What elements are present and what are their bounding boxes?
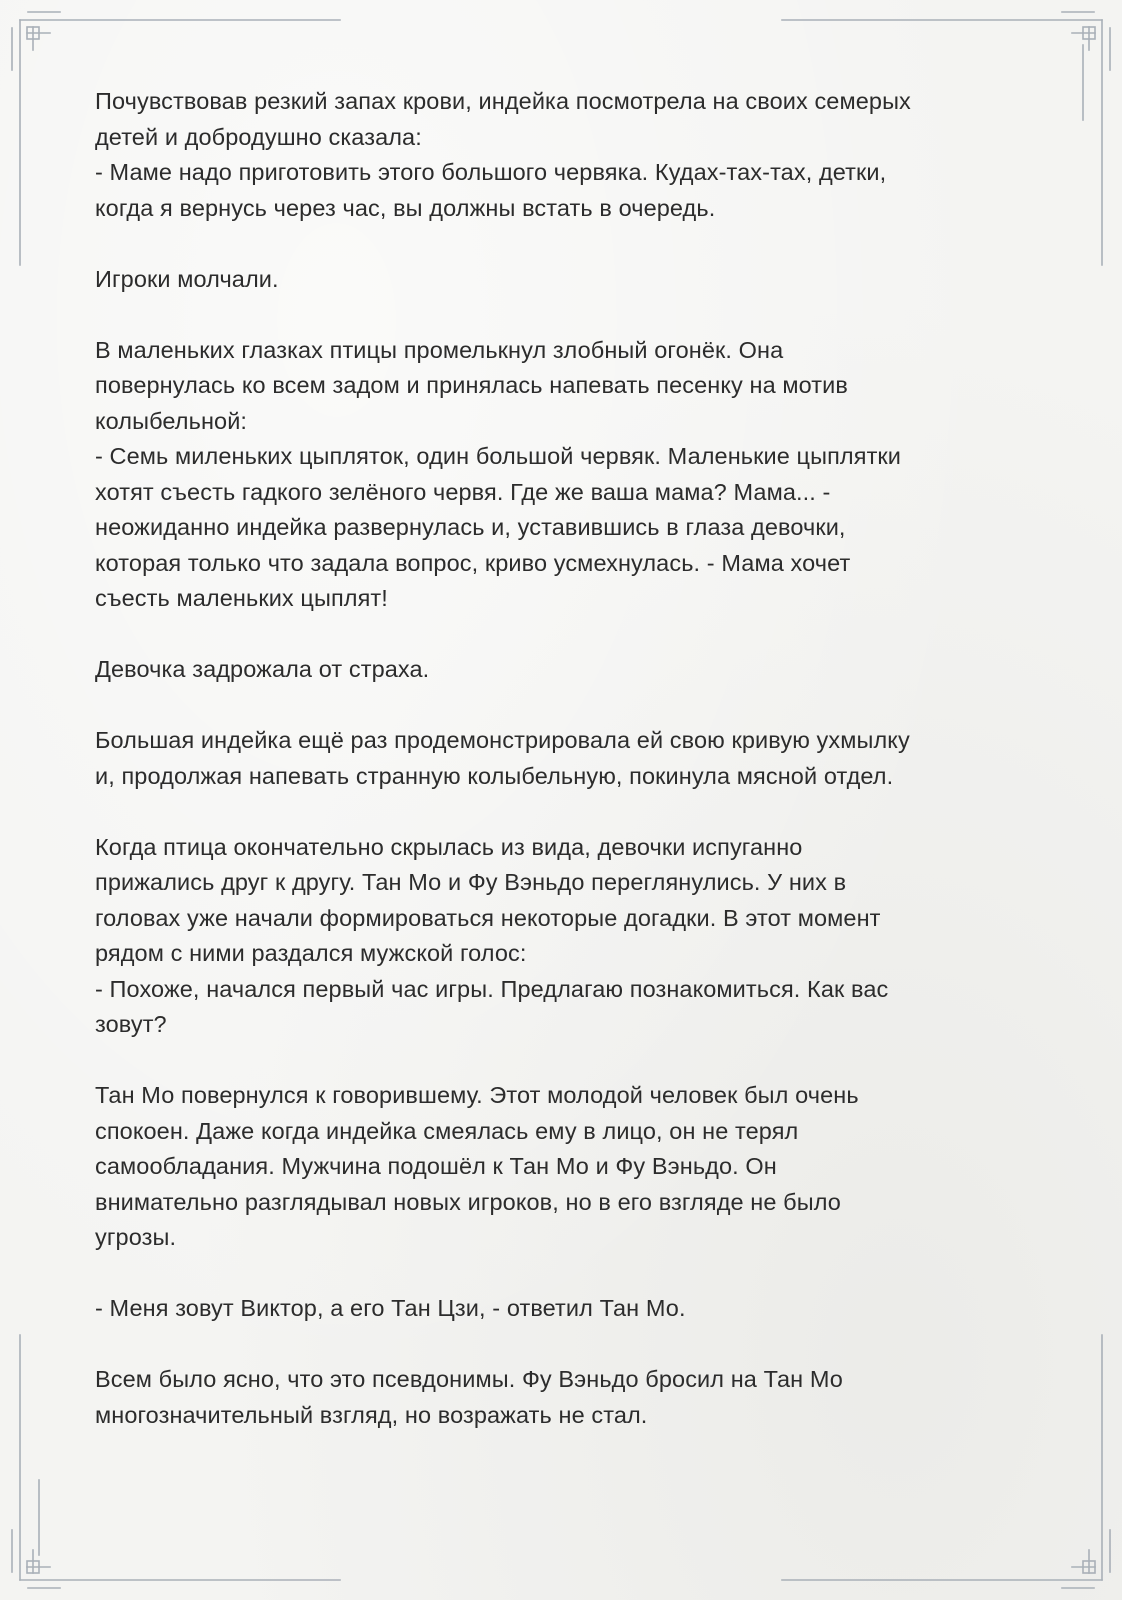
text-line: Почувствовав резкий запах крови, индейка посмотрела на своих семерых: [95, 88, 911, 114]
text-line: повернулась ко всем задом и принялась напевать песенку на мотив: [95, 372, 848, 398]
text-line: Игроки молчали.: [95, 265, 279, 292]
text-line: детей и добродушно сказала:: [95, 123, 422, 150]
text-line: - Похоже, начался первый час игры. Предлагаю познакомиться. Как вас: [95, 975, 889, 1002]
text-line: - Меня зовут Виктор, а его Тан Цзи, - ответил Тан Мо.: [95, 1295, 686, 1321]
text-line: рядом с ними раздался мужской голос:: [95, 940, 527, 966]
text-line: Когда птица окончательно скрылась из вида, девочки испуганно: [95, 833, 803, 860]
paragraph: [95, 333, 1025, 617]
text-line: съесть маленьких цыплят!: [95, 585, 388, 611]
text-line: спокоен. Даже когда индейка смеялась ему в лицо, он не терял: [95, 1117, 799, 1144]
paragraph: [95, 1362, 1025, 1433]
paragraph: [95, 1291, 1025, 1327]
text-line: Всем было ясно, что это псевдонимы. Фу Вэньдо бросил на Тан Мо: [95, 1366, 843, 1392]
text-line: Девочка задрожала от страха.: [95, 656, 430, 682]
text-line: хотят съесть гадкого зелёного червя. Где же ваша мама? Мама... -: [95, 478, 831, 505]
text-line: В маленьких глазках птицы промелькнул злобный огонёк. Она: [95, 336, 784, 363]
chapter-text: [95, 84, 1025, 1469]
text-line: головах уже начали формироваться некоторые догадки. В этот момент: [95, 904, 881, 931]
text-line: прижались друг к другу. Тан Мо и Фу Вэньдо переглянулись. У них в: [95, 869, 847, 895]
text-line: и, продолжая напевать странную колыбельную, покинула мясной отдел.: [95, 762, 894, 789]
text-line: которая только что задала вопрос, криво усмехнулась. - Мама хочет: [95, 549, 851, 576]
paragraph: [95, 830, 1025, 1043]
paragraph: [95, 84, 1025, 226]
text-line: угрозы.: [95, 1224, 177, 1250]
text-line: когда я вернусь через час, вы должны встать в очередь.: [95, 194, 716, 221]
paragraph: [95, 652, 1025, 688]
paragraph: [95, 723, 1025, 794]
text-line: Большая индейка ещё раз продемонстрировала ей свою кривую ухмылку: [95, 727, 910, 753]
text-line: колыбельной:: [95, 407, 248, 434]
text-line: самообладания. Мужчина подошёл к Тан Мо и Фу Вэньдо. Он: [95, 1153, 777, 1179]
text-line: - Маме надо приготовить этого большого червяка. Кудах-тах-тах, детки,: [95, 159, 887, 185]
paragraph: [95, 262, 1025, 298]
text-line: - Семь миленьких цыпляток, один большой червяк. Маленькие цыплятки: [95, 443, 902, 469]
text-line: зовут?: [95, 1011, 167, 1037]
text-line: многозначительный взгляд, но возражать не стал.: [95, 1401, 648, 1428]
text-line: внимательно разглядывал новых игроков, но в его взгляде не было: [95, 1188, 841, 1215]
text-line: неожиданно индейка развернулась и, уставившись в глаза девочки,: [95, 514, 846, 540]
text-line: Тан Мо повернулся к говорившему. Этот молодой человек был очень: [95, 1082, 859, 1108]
paragraph: [95, 1078, 1025, 1256]
